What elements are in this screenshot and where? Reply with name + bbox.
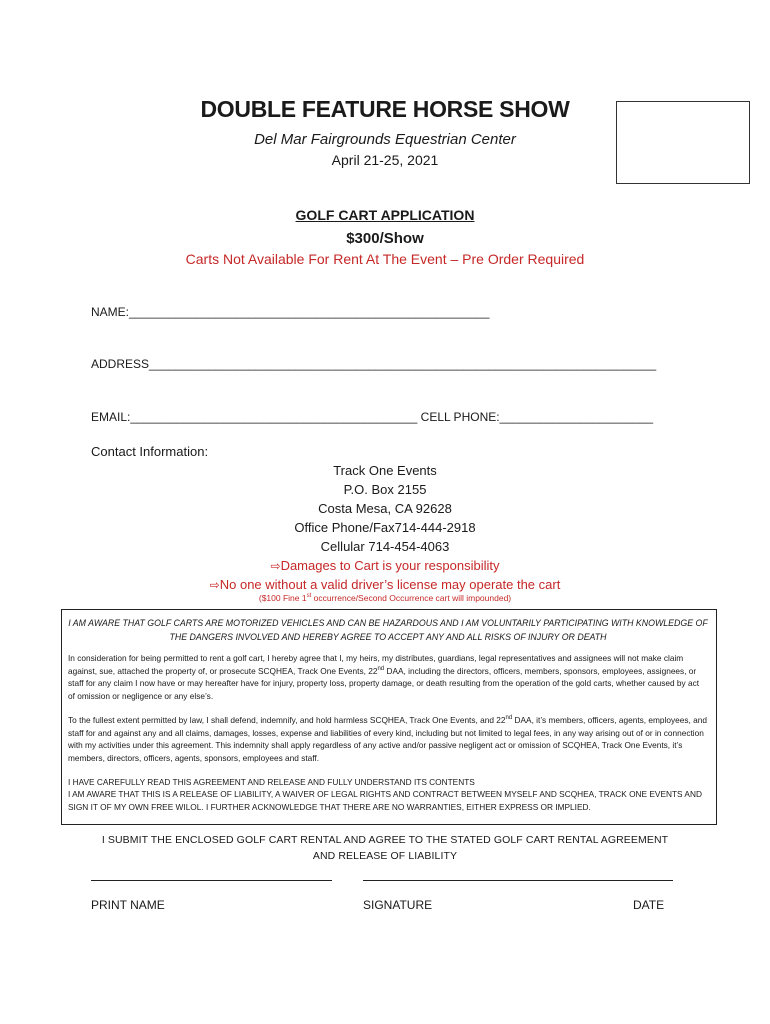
release-p2-post: DAA, it’s members, officers, agents, employees, and staff for and against any and all claims, damages, losses, expense and liabilities of every kind, including but not limited to legal fees, in any way arising out of or in connection with my activities under this agreement. This indemnity shall apply regardless of any active and/or passive negligent act or omission of SCQHEA, Track One Events, it’s members, directors, officers, agents, sponsors, employees and staff. xyxy=(68,714,707,763)
fine-note-pre: ($100 Fine 1 xyxy=(258,593,307,603)
release-agreement-box xyxy=(61,609,717,825)
contact-city: Costa Mesa, CA 92628 xyxy=(318,501,452,516)
name-field[interactable]: NAME:______________________________________________________ xyxy=(91,305,490,319)
release-p1-pre: In consideration for being permitted to rent a golf cart, I hereby agree that I, my heirs, my distributes, guardians, legal representatives and assignees will not make claim against, sue, attached the property of, or prosecute SCQHEA, Track One Events, 22 xyxy=(68,653,684,676)
print-name-line[interactable] xyxy=(91,879,332,881)
photo-box xyxy=(616,101,750,184)
contact-label: Contact Information: xyxy=(91,444,209,459)
warning-damages-text: Damages to Cart is your responsibility xyxy=(280,558,500,573)
warning-damages xyxy=(0,556,770,575)
email-cell-field[interactable]: EMAIL:___________________________________________ CELL PHONE:_______________________ xyxy=(91,410,654,424)
date-label: DATE xyxy=(633,898,665,912)
fine-note xyxy=(0,593,770,603)
release-heading: I AM AWARE THAT GOLF CARTS ARE MOTORIZED VEHICLES AND CAN BE HAZARDOUS AND I AM VOLUNTARILY PARTICIPATING WITH KNOWLEDGE OF THE DANGERS INVOLVED AND HEREBY AGREE TO ACCEPT ANY AND ALL RISKS OF INJURY OR DEATH xyxy=(68,618,708,642)
release-paragraph-2 xyxy=(68,714,708,765)
preorder-notice: Carts Not Available For Rent At The Event – Pre Order Required xyxy=(185,251,585,267)
contact-office-phone: Office Phone/Fax714-444-2918 xyxy=(294,520,476,535)
contact-org: Track One Events xyxy=(333,463,437,478)
release-paragraph-1 xyxy=(68,652,708,703)
release-p1-post: DAA, including the directors, officers, members, sponsors, employees, assignees, or staff for any claim I now have or may hereafter have for injury, property loss, property damage, or death resulting from the operation of the gold carts, whether caused by act of omission or negligence or any else’s. xyxy=(68,665,700,702)
contact-po-box: P.O. Box 2155 xyxy=(343,482,427,497)
print-name-label: PRINT NAME xyxy=(91,898,165,912)
contact-cell-phone: Cellular 714-454-4063 xyxy=(320,539,450,554)
arrow-right-icon: ⇨ xyxy=(209,578,220,592)
release-acknowledge-2: I AM AWARE THAT THIS IS A RELEASE OF LIABILITY, A WAIVER OF LEGAL RIGHTS AND CONTRACT BETWEEN MYSELF AND SCQHEA, TRACK ONE EVENTS AND SIGN IT OF MY OWN FREE WILOL. I FURTHER ACKNOWLEDGE THAT THERE ARE NO WARRANTIES, EITHER EXPRESS OR IMPLIED. xyxy=(68,789,702,813)
signature-label: SIGNATURE xyxy=(363,898,433,912)
price-label: $300/Show xyxy=(346,230,424,247)
application-title: GOLF CART APPLICATION xyxy=(295,207,475,223)
release-p2-sup: nd xyxy=(505,715,513,722)
fine-note-sup: st xyxy=(306,593,312,600)
release-p1-sup: nd xyxy=(377,665,385,672)
document-title: DOUBLE FEATURE HORSE SHOW xyxy=(200,96,570,122)
submit-line-1: I SUBMIT THE ENCLOSED GOLF CART RENTAL AND AGREE TO THE STATED GOLF CART RENTAL AGREEMENT xyxy=(101,834,669,846)
release-acknowledge-1: I HAVE CAREFULLY READ THIS AGREEMENT AND RELEASE AND FULLY UNDERSTAND ITS CONTENTS xyxy=(68,776,475,787)
submit-statement xyxy=(0,832,770,864)
release-p2-pre: To the fullest extent permitted by law, I shall defend, indemnify, and hold harmless SCQHEA, Track One Events, and 22 xyxy=(68,714,506,725)
arrow-right-icon: ⇨ xyxy=(270,559,281,573)
event-dates: April 21-25, 2021 xyxy=(331,152,439,168)
venue-subtitle: Del Mar Fairgrounds Equestrian Center xyxy=(254,131,516,148)
submit-line-2: AND RELEASE OF LIABILITY xyxy=(312,850,458,862)
warning-license-text: No one without a valid driver’s license may operate the cart xyxy=(219,577,561,592)
warning-license xyxy=(0,575,770,594)
signature-date-line[interactable] xyxy=(363,879,673,881)
fine-note-post: occurrence/Second Occurrence cart will impounded) xyxy=(311,593,512,603)
contact-block xyxy=(0,461,770,594)
address-field[interactable]: ADDRESS____________________________________________________________________________ xyxy=(91,357,657,371)
